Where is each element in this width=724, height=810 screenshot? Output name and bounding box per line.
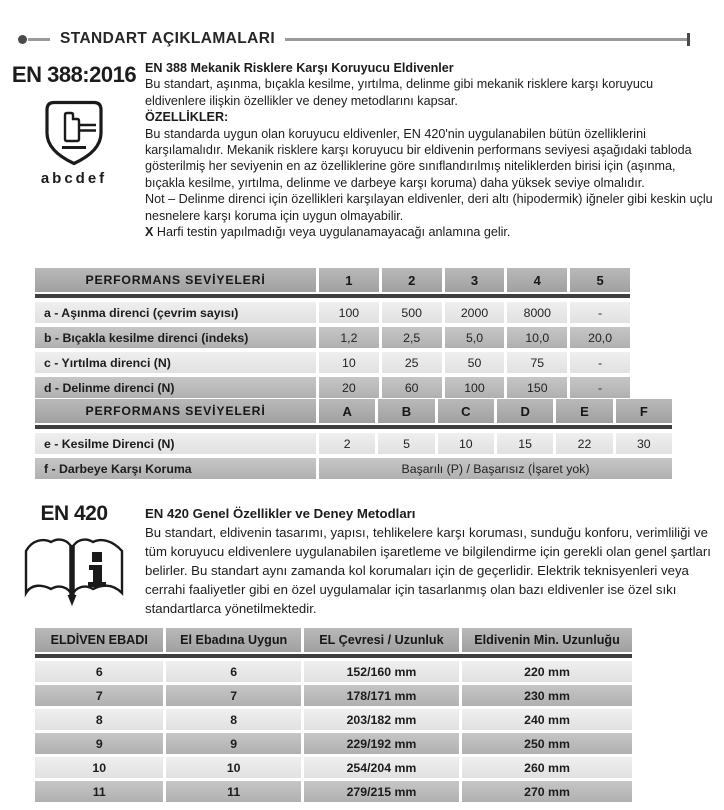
bullet-dot-icon bbox=[18, 35, 27, 44]
en388-features-paragraph: Bu standarda uygun olan koruyucu eldivenler, EN 420'nin uygulanabilen bütün özelliklerini karşılamalıdır. Mekanik risklere karşı koruyucu bir eldivenin performans seviyesi aşağıdaki tabloda gösterilmiş her seviyenin en az özelliklerine göre sınıflandırılmış niteliklerden birisi için (aşınma, bıçakla kesilme, yırtılma, delinme ve darbeye karşı koruma) daha yüksek seviye olmalıdır. bbox=[145, 126, 692, 190]
table-row bbox=[35, 302, 630, 323]
table-span-cell: Başarılı (P) / Başarısız (İşaret yok) bbox=[319, 458, 672, 479]
table-cell: 240 mm bbox=[462, 709, 632, 730]
en420-text-block bbox=[145, 504, 717, 618]
table-cell: - bbox=[570, 302, 630, 323]
performance-levels-table-a-f bbox=[35, 399, 672, 479]
en420-heading: EN 420 Genel Özellikler ve Deney Metodları bbox=[145, 506, 416, 521]
table-header-row bbox=[35, 628, 632, 652]
table-header-row bbox=[35, 268, 630, 292]
table-header-cell: 5 bbox=[570, 268, 630, 292]
en420-standard-code: EN 420 bbox=[40, 502, 108, 525]
table-cell: 260 mm bbox=[462, 757, 632, 778]
bullet-dash bbox=[28, 38, 50, 41]
table-cell: 220 mm bbox=[462, 661, 632, 682]
table-row bbox=[35, 781, 632, 802]
table-header-cell: 1 bbox=[319, 268, 379, 292]
table-cell: 270 mm bbox=[462, 781, 632, 802]
table-row bbox=[35, 458, 672, 479]
en420-body-paragraph: Bu standart, eldivenin tasarımı, yapısı, tehlikelere karşı koruması, sunduğu konforu, verimliliği ve tüm koruyucu eldivenlere uygulanabilen işaretleme ve bilgilendirme için gerekli olan genel şartları belirler. Bu standart aynı zamanda kol korumaları için de geçerlidir. Elektrik teknisyenleri veya cerrahi faaliyetler gibi en özel uygulamalar için tasarlanmış olan bazı eldivenler ise özel sıkı standartlarca yönetilmektedir. bbox=[145, 525, 711, 616]
x-letter: X bbox=[145, 225, 154, 240]
table-cell: 75 bbox=[507, 352, 567, 373]
table-row-label: d - Delinme direnci (N) bbox=[35, 377, 316, 398]
table-cell: 9 bbox=[35, 733, 163, 754]
table-cell: 11 bbox=[166, 781, 300, 802]
en388-note-paragraph: Not – Delinme direnci için özellikleri karşılayan eldivenler, deri altı (hipodermik) iğneler gibi keskin uçlu nesnelere karşı koruma için uygun olmayabilir. bbox=[145, 192, 713, 223]
table-cell: 2,5 bbox=[382, 327, 442, 348]
table-cell: 30 bbox=[616, 433, 672, 454]
table-cell: 6 bbox=[35, 661, 163, 682]
table-cell: 100 bbox=[445, 377, 505, 398]
table-row-label: c - Yırtılma direnci (N) bbox=[35, 352, 316, 373]
table-cell: 15 bbox=[497, 433, 553, 454]
table-cell: 9 bbox=[166, 733, 300, 754]
table-cell: 250 mm bbox=[462, 733, 632, 754]
table-cell: - bbox=[570, 377, 630, 398]
table-row bbox=[35, 733, 632, 754]
table-row bbox=[35, 709, 632, 730]
table-row-label: e - Kesilme Direnci (N) bbox=[35, 433, 316, 454]
table-cell: 203/182 mm bbox=[304, 709, 459, 730]
table-header-cell: E bbox=[556, 399, 612, 423]
table-header-cell: El Ebadına Uygun bbox=[166, 628, 300, 652]
en388-heading: EN 388 Mekanik Risklere Karşı Koruyucu Eldivenler bbox=[145, 61, 454, 75]
x-text: Harfi testin yapılmadığı veya uygulanamayacağı anlamına gelir. bbox=[153, 225, 511, 240]
en388-features-label: ÖZELLİKLER: bbox=[145, 110, 229, 125]
table-cell: 254/204 mm bbox=[304, 757, 459, 778]
table-cell: 7 bbox=[166, 685, 300, 706]
en420-pictogram-column bbox=[8, 502, 140, 610]
table-title-cell: PERFORMANS SEVİYELERİ bbox=[35, 399, 316, 423]
table-cell: 50 bbox=[445, 352, 505, 373]
table-header-cell: D bbox=[497, 399, 553, 423]
table-row bbox=[35, 352, 630, 373]
table-cell: 8 bbox=[166, 709, 300, 730]
table-cell: 100 bbox=[319, 302, 379, 323]
performance-levels-table-1-5 bbox=[35, 268, 630, 398]
table-cell: 11 bbox=[35, 781, 163, 802]
en388-pictogram-column bbox=[8, 62, 140, 187]
glove-size-table bbox=[35, 628, 632, 802]
table-header-separator bbox=[35, 654, 632, 658]
table-header-row bbox=[35, 399, 672, 423]
table-cell: 20,0 bbox=[570, 327, 630, 348]
page-title: STANDART AÇIKLAMALARI bbox=[60, 30, 276, 47]
en388-x-paragraph bbox=[145, 224, 715, 240]
table-row-label: f - Darbeye Karşı Koruma bbox=[35, 458, 316, 479]
table-cell: 279/215 mm bbox=[304, 781, 459, 802]
table-header-cell: ELDİVEN EBADI bbox=[35, 628, 163, 652]
table-cell: 5,0 bbox=[445, 327, 505, 348]
table-cell: 1,2 bbox=[319, 327, 379, 348]
table-cell: 500 bbox=[382, 302, 442, 323]
table-cell: 10 bbox=[438, 433, 494, 454]
table-title-cell: PERFORMANS SEVİYELERİ bbox=[35, 268, 316, 292]
en388-text-block bbox=[145, 60, 715, 240]
table-row bbox=[35, 327, 630, 348]
table-header-cell: EL Çevresi / Uzunluk bbox=[304, 628, 459, 652]
table-header-cell: C bbox=[438, 399, 494, 423]
table-cell: 5 bbox=[378, 433, 434, 454]
table-header-cell: F bbox=[616, 399, 672, 423]
table-cell: 150 bbox=[507, 377, 567, 398]
table-cell: 7 bbox=[35, 685, 163, 706]
table-row bbox=[35, 661, 632, 682]
information-book-icon bbox=[22, 532, 126, 610]
table-row bbox=[35, 757, 632, 778]
table-cell: 152/160 mm bbox=[304, 661, 459, 682]
header-rule-end-tick bbox=[687, 33, 690, 46]
table-row bbox=[35, 377, 630, 398]
en388-performance-letters: abcdef bbox=[40, 170, 108, 187]
table-cell: 2000 bbox=[445, 302, 505, 323]
table-row-label: b - Bıçakla kesilme direnci (indeks) bbox=[35, 327, 316, 348]
table-cell: 10 bbox=[319, 352, 379, 373]
section-header bbox=[18, 30, 690, 48]
table-header-cell: Eldivenin Min. Uzunluğu bbox=[462, 628, 632, 652]
table-cell: 25 bbox=[382, 352, 442, 373]
table-header-cell: B bbox=[378, 399, 434, 423]
table-cell: - bbox=[570, 352, 630, 373]
table-cell: 230 mm bbox=[462, 685, 632, 706]
table-cell: 20 bbox=[319, 377, 379, 398]
table-cell: 2 bbox=[319, 433, 375, 454]
table-row bbox=[35, 685, 632, 706]
table-cell: 10 bbox=[35, 757, 163, 778]
mechanical-hazard-shield-icon bbox=[41, 99, 107, 167]
header-rule bbox=[285, 38, 687, 41]
table-cell: 60 bbox=[382, 377, 442, 398]
table-cell: 22 bbox=[556, 433, 612, 454]
table-cell: 10,0 bbox=[507, 327, 567, 348]
table-header-cell: 4 bbox=[507, 268, 567, 292]
table-cell: 229/192 mm bbox=[304, 733, 459, 754]
table-cell: 8 bbox=[35, 709, 163, 730]
en388-standard-code: EN 388:2016 bbox=[11, 62, 137, 87]
table-header-separator bbox=[35, 425, 672, 429]
table-cell: 6 bbox=[166, 661, 300, 682]
table-header-cell: A bbox=[319, 399, 375, 423]
en388-scope-paragraph: Bu standart, aşınma, bıçakla kesilme, yırtılma, delinme gibi mekanik risklere karşı koruyucu eldivenlere ilişkin özellikler ve deney metodlarını kapsar. bbox=[145, 77, 654, 108]
table-cell: 10 bbox=[166, 757, 300, 778]
table-header-cell: 2 bbox=[382, 268, 442, 292]
table-row-label: a - Aşınma direnci (çevrim sayısı) bbox=[35, 302, 316, 323]
table-row bbox=[35, 433, 672, 454]
table-cell: 178/171 mm bbox=[304, 685, 459, 706]
table-header-separator bbox=[35, 294, 630, 298]
table-header-cell: 3 bbox=[445, 268, 505, 292]
table-cell: 8000 bbox=[507, 302, 567, 323]
